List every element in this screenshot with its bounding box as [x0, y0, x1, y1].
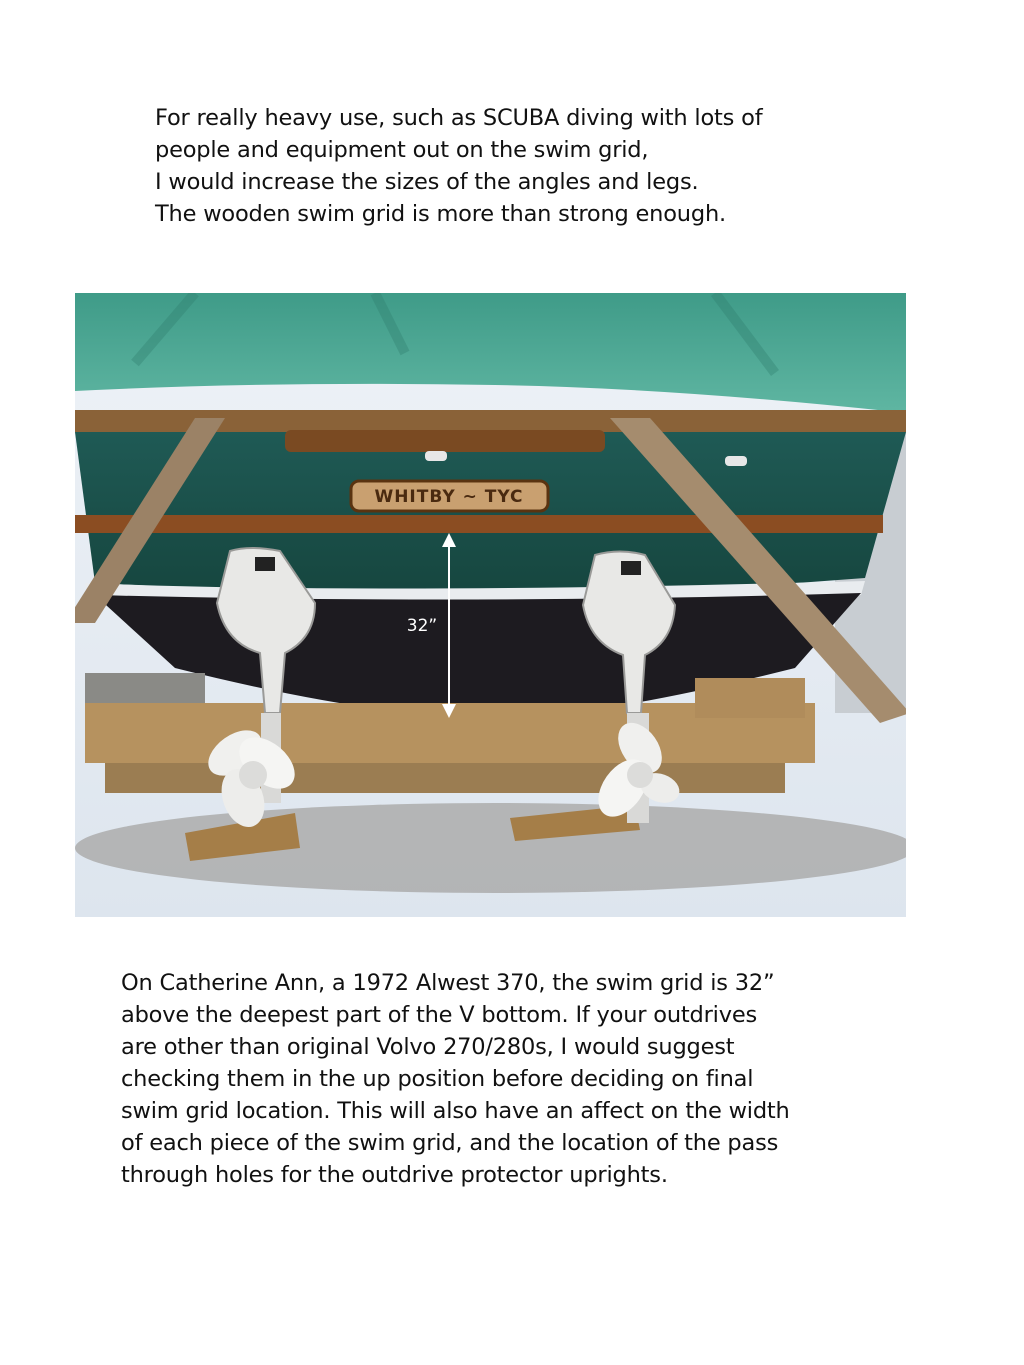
body-line: checking them in the up position before deciding on final	[121, 1066, 754, 1092]
transom-sign-text: WHITBY ~ TYC	[374, 487, 524, 507]
body-line: On Catherine Ann, a 1972 Alwest 370, the swim grid is 32”	[121, 970, 775, 996]
body-line: swim grid location. This will also have an affect on the width	[121, 1098, 790, 1124]
intro-line: For really heavy use, such as SCUBA diving with lots of	[155, 105, 763, 131]
boat-transom-photo	[75, 293, 906, 917]
body-line: through holes for the outdrive protector uprights.	[121, 1162, 668, 1188]
body-line: are other than original Volvo 270/280s, I would suggest	[121, 1034, 735, 1060]
intro-line: I would increase the sizes of the angles and legs.	[155, 169, 699, 195]
intro-line: The wooden swim grid is more than strong enough.	[155, 201, 726, 227]
body-line: of each piece of the swim grid, and the location of the pass	[121, 1130, 779, 1156]
body-paragraph	[121, 967, 921, 1191]
body-line: above the deepest part of the V bottom. If your outdrives	[121, 1002, 758, 1028]
intro-line: people and equipment out on the swim grid,	[155, 137, 649, 163]
intro-paragraph	[155, 102, 915, 230]
dimension-label: 32”	[406, 616, 438, 636]
